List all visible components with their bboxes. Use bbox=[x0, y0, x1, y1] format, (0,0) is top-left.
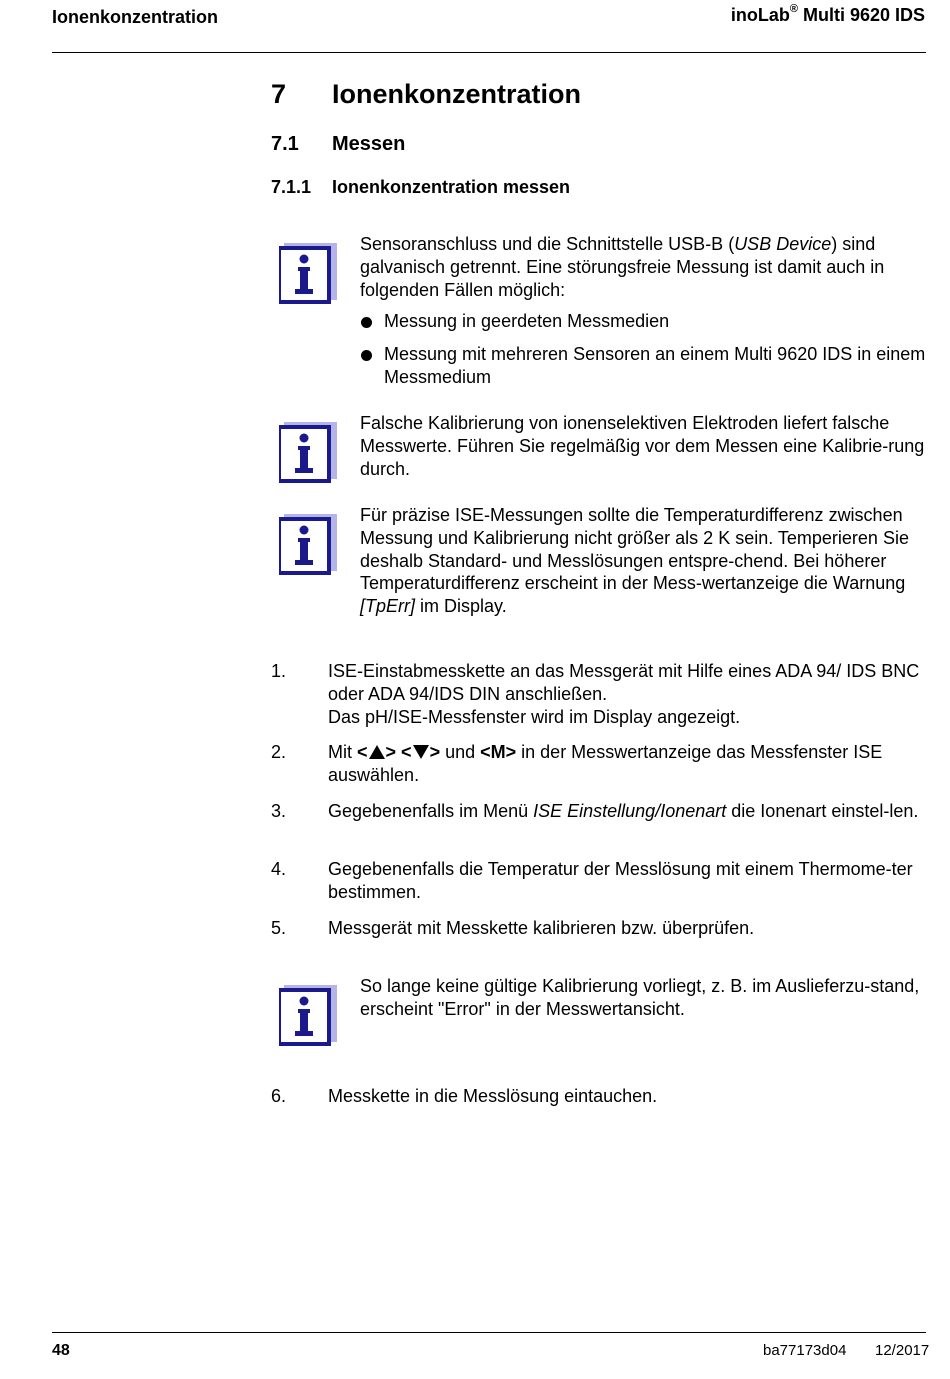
section-number: 7.1 bbox=[271, 133, 299, 155]
footer-divider bbox=[52, 1332, 926, 1333]
info-icon bbox=[279, 985, 337, 1047]
document-date: 12/2017 bbox=[875, 1342, 930, 1359]
note-italic: USB Device bbox=[734, 234, 832, 254]
menu-path: ISE Einstellung bbox=[533, 801, 656, 821]
arrow-up-icon bbox=[369, 745, 385, 759]
key-up bbox=[357, 742, 396, 762]
note-italic: [TpErr] bbox=[360, 596, 416, 617]
info-note-galvanic-isolation bbox=[360, 233, 930, 399]
note-text: Sensoranschluss und die Schnittstelle USB-B ( bbox=[360, 234, 735, 254]
step-text bbox=[328, 660, 931, 728]
chapter-title: Ionenkonzentration bbox=[332, 79, 581, 109]
header-section-title: Ionenkonzentration bbox=[52, 7, 218, 27]
step-4 bbox=[271, 858, 931, 904]
info-note-temperature bbox=[360, 504, 930, 618]
step-text: Gegebenenfalls die Temperatur der Messlösung mit einem Thermome-ter bestimmen. bbox=[328, 859, 913, 902]
document-id: ba77173d04 bbox=[763, 1342, 847, 1359]
step-text: Messgerät mit Messkette kalibrieren bzw. überprüfen. bbox=[328, 918, 755, 938]
info-note-error bbox=[360, 975, 930, 1021]
note-text: Für präzise ISE-Messungen sollte die Temperaturdifferenz zwischen Messung und Kalibrierung nicht größer als 2 K sein. Temperieren Sie deshalb Standard- und Messlösungen entspre-chend. Bei höherer Temperaturdifferenz erscheint in der Mess-wertanzeige die Warnung bbox=[360, 505, 909, 594]
key-bracket: < bbox=[401, 742, 412, 762]
step-1 bbox=[271, 660, 931, 728]
step-3 bbox=[271, 800, 931, 823]
info-icon bbox=[279, 243, 337, 305]
step-number: 3. bbox=[271, 801, 287, 821]
section-title: Messen bbox=[332, 133, 406, 155]
note-bullet-list bbox=[360, 310, 930, 388]
step-number: 2. bbox=[271, 742, 287, 762]
list-item bbox=[360, 343, 930, 389]
step-2 bbox=[271, 741, 931, 787]
menu-path: Ionenart bbox=[660, 801, 727, 821]
step-number: 6. bbox=[271, 1086, 287, 1106]
key-bracket: > bbox=[429, 742, 441, 762]
header-model: Multi 9620 IDS bbox=[797, 5, 925, 25]
step-text-part: in der Messwertanzeige das Messfenster ISE auswählen. bbox=[328, 742, 883, 785]
note-text: im Display. bbox=[415, 596, 507, 617]
step-text-part: und bbox=[440, 742, 481, 762]
registered-mark: ® bbox=[789, 3, 798, 15]
key-bracket: < bbox=[357, 742, 368, 762]
bullet-icon bbox=[361, 317, 372, 328]
bullet-icon bbox=[361, 350, 372, 361]
info-icon bbox=[279, 422, 337, 484]
step-5 bbox=[271, 917, 931, 940]
step-number: 4. bbox=[271, 859, 287, 879]
step-text bbox=[328, 741, 931, 787]
list-item bbox=[360, 310, 930, 333]
step-number: 5. bbox=[271, 918, 287, 938]
bullet-text: Messung mit mehreren Sensoren an einem Multi 9620 IDS in einem Messmedium bbox=[384, 344, 926, 387]
header-product-name bbox=[731, 5, 925, 26]
note-paragraph: So lange keine gültige Kalibrierung vorliegt, z. B. im Auslieferzu-stand, erscheint "Error" in der Messwertansicht. bbox=[360, 976, 920, 1019]
header-divider bbox=[52, 52, 926, 53]
info-icon bbox=[279, 514, 337, 576]
step-text bbox=[328, 800, 931, 823]
key-bracket: > bbox=[385, 742, 397, 762]
menu-path-separator: / bbox=[655, 801, 661, 821]
key-m: <M> bbox=[480, 742, 517, 762]
step-6 bbox=[271, 1085, 931, 1108]
note-paragraph bbox=[360, 233, 930, 301]
page-number: 48 bbox=[52, 1342, 70, 1359]
subsection-number: 7.1.1 bbox=[271, 177, 312, 197]
step-text: Messkette in die Messlösung eintauchen. bbox=[328, 1086, 658, 1106]
note-paragraph bbox=[360, 504, 930, 618]
info-note-calibration bbox=[360, 412, 930, 480]
step-text-part: Gegebenenfalls im Menü bbox=[328, 801, 534, 821]
step-text-line: ISE-Einstabmesskette an das Messgerät mit Hilfe eines ADA 94/ IDS BNC oder ADA 94/IDS DIN anschließen. bbox=[328, 661, 920, 704]
key-down bbox=[401, 742, 440, 762]
step-number: 1. bbox=[271, 661, 287, 681]
step-text-line: Das pH/ISE-Messfenster wird im Display angezeigt. bbox=[328, 706, 741, 727]
bullet-text: Messung in geerdeten Messmedien bbox=[384, 311, 670, 332]
header-brand: inoLab bbox=[730, 5, 790, 25]
chapter-number: 7 bbox=[271, 79, 287, 109]
subsection-title: Ionenkonzentration messen bbox=[332, 177, 571, 197]
note-paragraph: Falsche Kalibrierung von ionenselektiven Elektroden liefert falsche Messwerte. Führen Sie regelmäßig vor dem Messen eine Kalibrie-rung durch. bbox=[360, 413, 925, 479]
note-text: ) sind galvanisch getrennt. Eine störungsfreie Messung ist damit auch in folgenden Fällen möglich: bbox=[360, 234, 885, 300]
step-text-part: die Ionenart einstel-len. bbox=[726, 801, 919, 821]
arrow-down-icon bbox=[413, 745, 429, 759]
step-text-part: Mit bbox=[328, 742, 357, 762]
